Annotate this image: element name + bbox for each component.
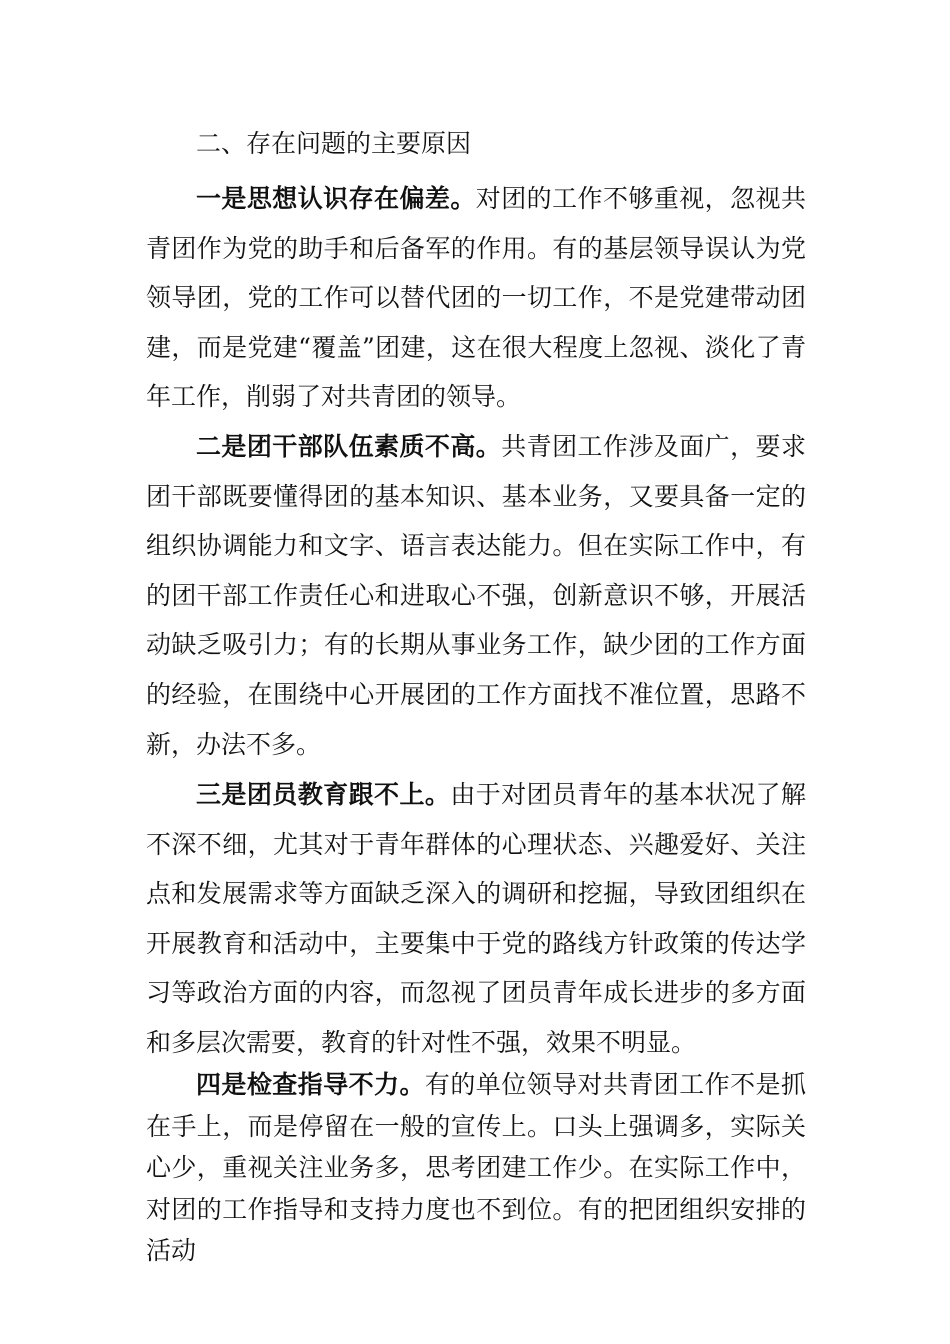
paragraph-3-body: 由于对团员青年的基本状况了解不深不细，尤其对于青年群体的心理状态、兴趣爱好、关注点和发展需求等方面缺乏深入的调研和挖掘，导致团组织在开展教育和活动中，主要集中于党的路线方针政策的传达学习等政治方面的内容，而忽视了团员青年成长进步的多方面和多层次需要，教育的针对性不强，效果不明显。 (146, 780, 806, 1057)
paragraph-2 (146, 422, 806, 769)
paragraph-3-lead: 三是团员教育跟不上。 (196, 780, 451, 809)
paragraph-2-lead: 二是团干部队伍素质不高。 (196, 432, 502, 461)
section-heading: 二、存在问题的主要原因 (196, 129, 472, 158)
paragraph-4 (146, 1064, 806, 1272)
paragraph-1-lead: 一是思想认识存在偏差。 (196, 184, 476, 213)
paragraph-4-lead: 四是检查指导不力。 (196, 1070, 425, 1099)
paragraph-3 (146, 770, 806, 1068)
paragraph-4-body: 有的单位领导对共青团工作不是抓在手上，而是停留在一般的宣传上。口头上强调多，实际关心少，重视关注业务多，思考团建工作少。在实际工作中，对团的工作指导和支持力度也不到位。有的把团组织安排的活动 (146, 1070, 806, 1265)
paragraph-1-body: 对团的工作不够重视，忽视共青团作为党的助手和后备军的作用。有的基层领导误认为党领导团，党的工作可以替代团的一切工作，不是党建带动团建，而是党建“覆盖”团建，这在很大程度上忽视、淡化了青年工作，削弱了对共青团的领导。 (146, 184, 806, 412)
paragraph-1 (146, 174, 806, 422)
paragraph-2-body: 共青团工作涉及面广，要求团干部既要懂得团的基本知识、基本业务，又要具备一定的组织协调能力和文字、语言表达能力。但在实际工作中，有的团干部工作责任心和进取心不强，创新意识不够，开展活动缺乏吸引力；有的长期从事业务工作，缺少团的工作方面的经验，在围绕中心开展团的工作方面找不准位置，思路不新，办法不多。 (146, 432, 806, 759)
